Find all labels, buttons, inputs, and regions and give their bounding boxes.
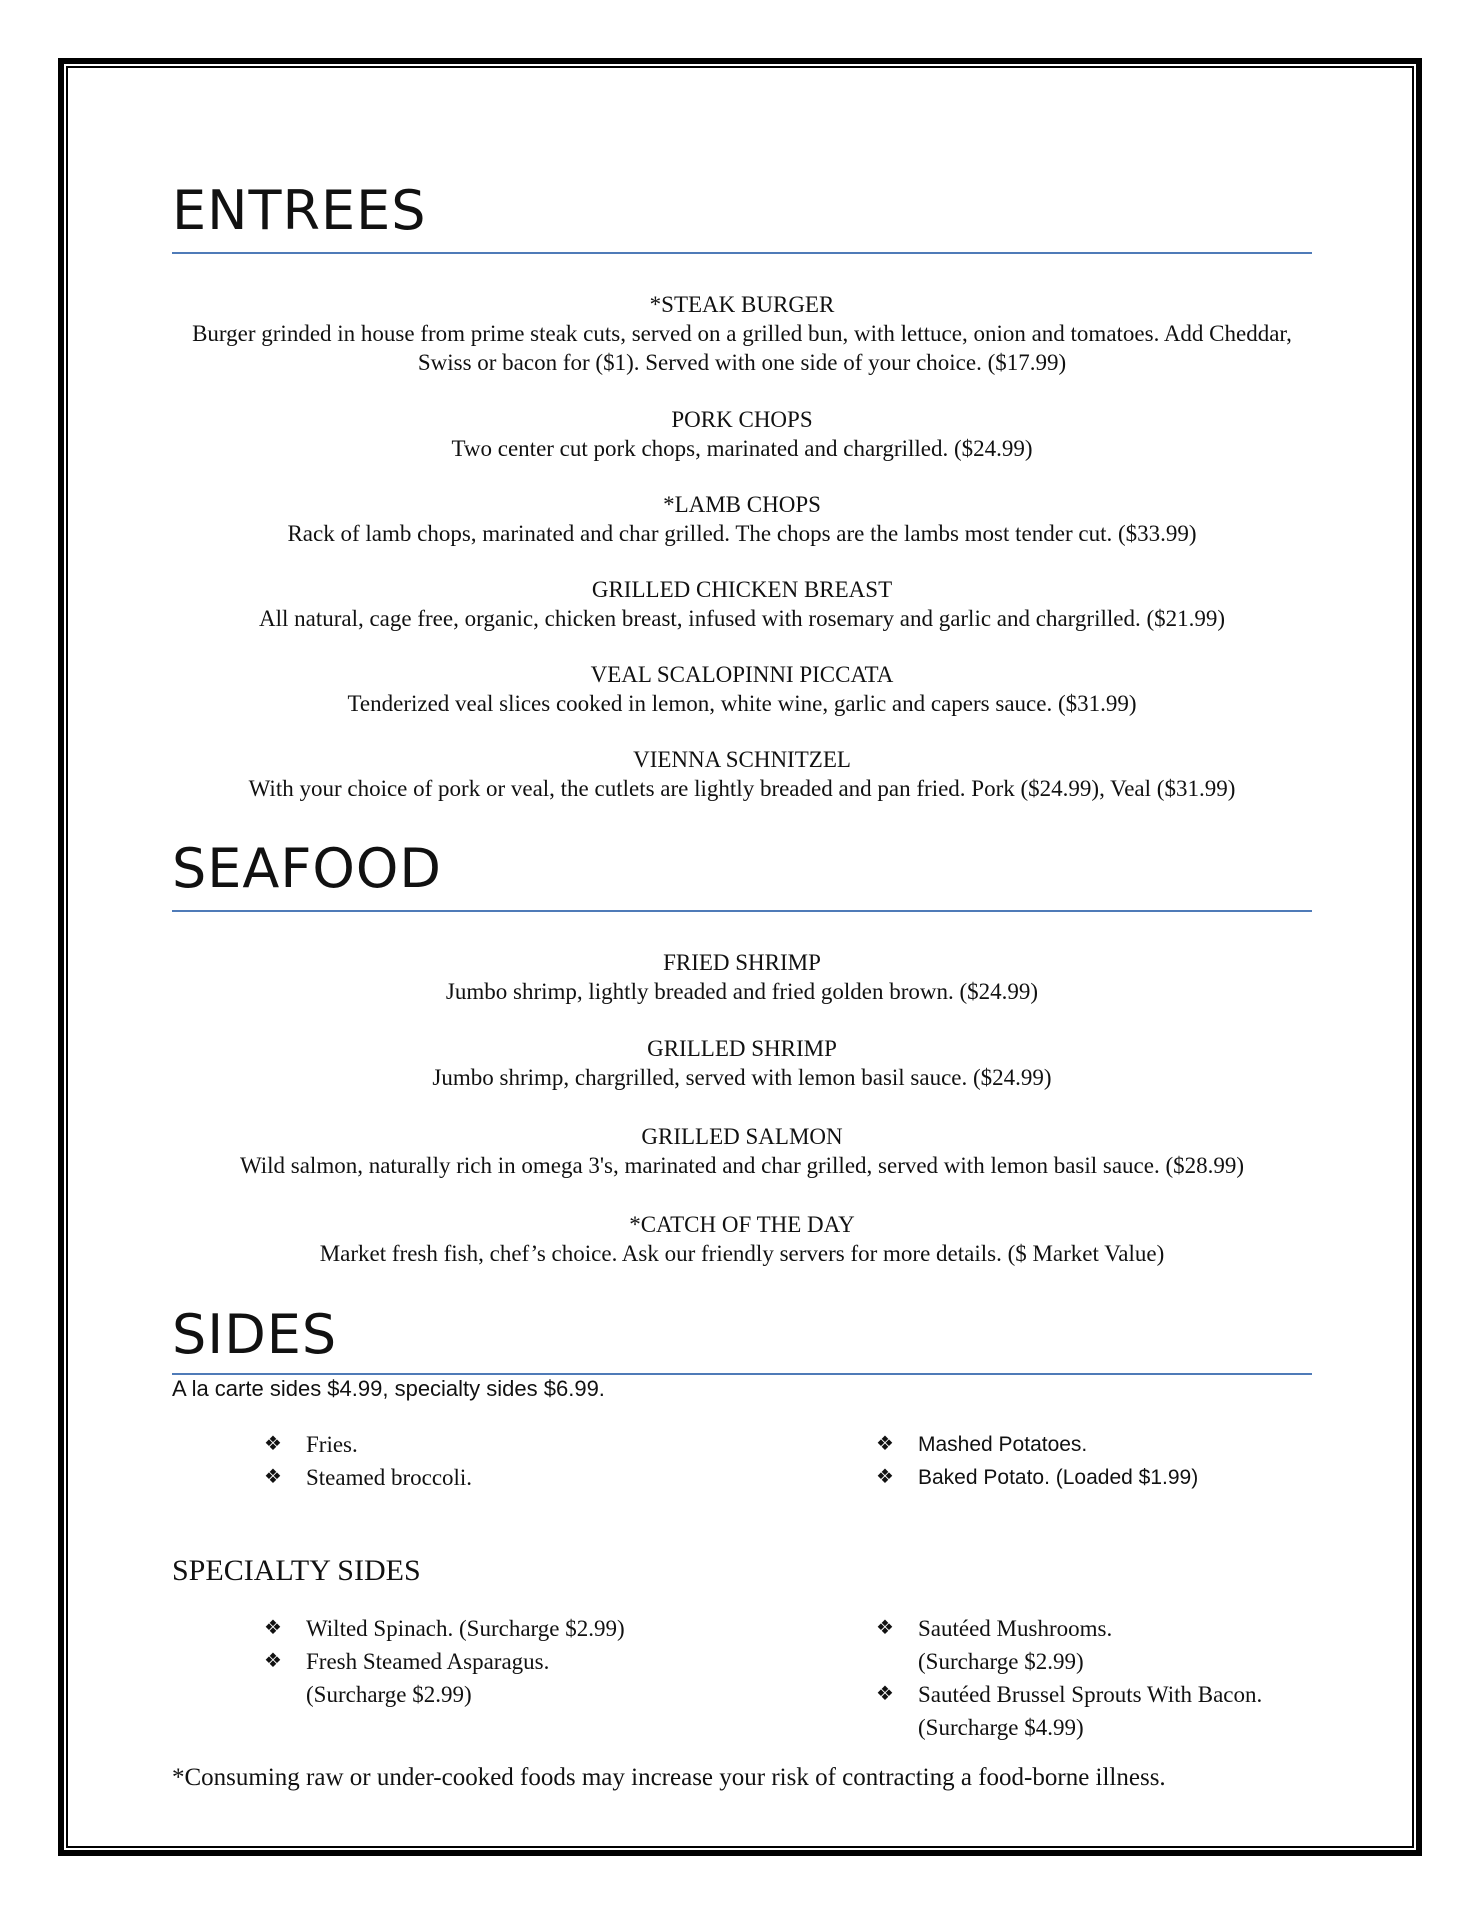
side-surcharge: (Surcharge $2.99) bbox=[918, 1649, 1084, 1674]
diamond-bullet-icon: ❖ bbox=[876, 1683, 894, 1705]
item-description: Market fresh fish, chef’s choice. Ask our friendly servers for more details. ($ Market Value) bbox=[319, 1241, 1165, 1266]
sides-list-right bbox=[876, 1428, 1198, 1494]
sides-pricing-note: A la carte sides $4.99, specialty sides $6.99. bbox=[172, 1376, 605, 1401]
item-description: All natural, cage free, organic, chicken breast, infused with rosemary and garlic and chargrilled. ($21.99) bbox=[258, 606, 1226, 631]
list-item bbox=[264, 1461, 472, 1494]
entrees-heading: ENTREES bbox=[172, 179, 427, 242]
list-item bbox=[876, 1678, 1262, 1744]
item-name: *LAMB CHOPS bbox=[663, 492, 821, 517]
item-description: Burger grinded in house from prime steak cuts, served on a grilled bun, with lettuce, onion and tomatoes. Add Cheddar, Swiss or bacon for ($1). Served with one side of your choice. ($17.99) bbox=[192, 321, 1292, 375]
menu-item-steak-burger bbox=[172, 290, 1312, 377]
side-name: Wilted Spinach. (Surcharge $2.99) bbox=[306, 1616, 625, 1641]
side-surcharge: (Surcharge $4.99) bbox=[918, 1715, 1084, 1740]
item-name: GRILLED SHRIMP bbox=[647, 1036, 837, 1061]
list-item bbox=[876, 1461, 1198, 1494]
raw-food-disclaimer: *Consuming raw or under-cooked foods may increase your risk of contracting a food-borne illness. bbox=[172, 1764, 1166, 1791]
item-description: Jumbo shrimp, lightly breaded and fried golden brown. ($24.99) bbox=[445, 979, 1039, 1004]
sides-list-left bbox=[264, 1428, 472, 1494]
specialty-sides-heading: SPECIALTY SIDES bbox=[172, 1554, 421, 1587]
specialty-list-left bbox=[264, 1612, 625, 1711]
list-item bbox=[264, 1645, 625, 1711]
diamond-bullet-icon: ❖ bbox=[876, 1617, 894, 1639]
menu-item-fried-shrimp bbox=[172, 948, 1312, 1006]
item-name: GRILLED CHICKEN BREAST bbox=[591, 577, 893, 602]
sides-heading: SIDES bbox=[172, 1303, 338, 1366]
list-item bbox=[264, 1428, 472, 1461]
menu-item-catch-of-the-day bbox=[172, 1210, 1312, 1268]
list-item bbox=[264, 1612, 625, 1645]
item-description: Rack of lamb chops, marinated and char grilled. The chops are the lambs most tender cut. ($33.99) bbox=[287, 521, 1197, 546]
side-name: Baked Potato. (Loaded $1.99) bbox=[918, 1466, 1199, 1489]
menu-item-grilled-salmon bbox=[172, 1122, 1312, 1180]
specialty-list-right bbox=[876, 1612, 1262, 1744]
menu-item-pork-chops bbox=[172, 405, 1312, 463]
menu-item-vienna-schnitzel bbox=[172, 745, 1312, 803]
diamond-bullet-icon: ❖ bbox=[876, 1466, 894, 1488]
side-name: Steamed broccoli. bbox=[306, 1465, 473, 1490]
sides-divider bbox=[172, 1373, 1312, 1375]
side-name: Sautéed Brussel Sprouts With Bacon. bbox=[918, 1682, 1263, 1707]
diamond-bullet-icon: ❖ bbox=[264, 1617, 282, 1639]
item-description: Tenderized veal slices cooked in lemon, white wine, garlic and capers sauce. ($31.99) bbox=[347, 691, 1137, 716]
side-name: Fresh Steamed Asparagus. bbox=[306, 1649, 550, 1674]
item-name: VEAL SCALOPINNI PICCATA bbox=[590, 662, 894, 687]
side-name: Sautéed Mushrooms. bbox=[918, 1616, 1113, 1641]
menu-item-lamb-chops bbox=[172, 490, 1312, 548]
side-name: Fries. bbox=[306, 1432, 358, 1457]
item-description: Wild salmon, naturally rich in omega 3's, marinated and char grilled, served with lemon basil sauce. ($28.99) bbox=[239, 1153, 1245, 1178]
item-name: PORK CHOPS bbox=[671, 407, 813, 432]
diamond-bullet-icon: ❖ bbox=[264, 1650, 282, 1672]
menu-item-grilled-chicken-breast bbox=[172, 575, 1312, 633]
side-surcharge: (Surcharge $2.99) bbox=[306, 1682, 472, 1707]
list-item bbox=[876, 1612, 1262, 1678]
diamond-bullet-icon: ❖ bbox=[264, 1466, 282, 1488]
menu-item-grilled-shrimp bbox=[172, 1034, 1312, 1092]
side-name: Mashed Potatoes. bbox=[918, 1433, 1088, 1456]
item-name: *CATCH OF THE DAY bbox=[629, 1212, 855, 1237]
item-name: GRILLED SALMON bbox=[641, 1124, 843, 1149]
item-description: With your choice of pork or veal, the cutlets are lightly breaded and pan fried. Pork ($24.99), Veal ($31.99) bbox=[248, 776, 1236, 801]
item-description: Jumbo shrimp, chargrilled, served with lemon basil sauce. ($24.99) bbox=[432, 1065, 1052, 1090]
item-description: Two center cut pork chops, marinated and chargrilled. ($24.99) bbox=[451, 436, 1033, 461]
item-name: *STEAK BURGER bbox=[649, 292, 835, 317]
diamond-bullet-icon: ❖ bbox=[876, 1433, 894, 1455]
seafood-divider bbox=[172, 910, 1312, 912]
diamond-bullet-icon: ❖ bbox=[264, 1433, 282, 1455]
entrees-divider bbox=[172, 252, 1312, 254]
seafood-heading: SEAFOOD bbox=[172, 837, 442, 900]
item-name: VIENNA SCHNITZEL bbox=[633, 747, 851, 772]
item-name: FRIED SHRIMP bbox=[663, 950, 821, 975]
list-item bbox=[876, 1428, 1198, 1461]
menu-item-veal-scalopinni bbox=[172, 660, 1312, 718]
